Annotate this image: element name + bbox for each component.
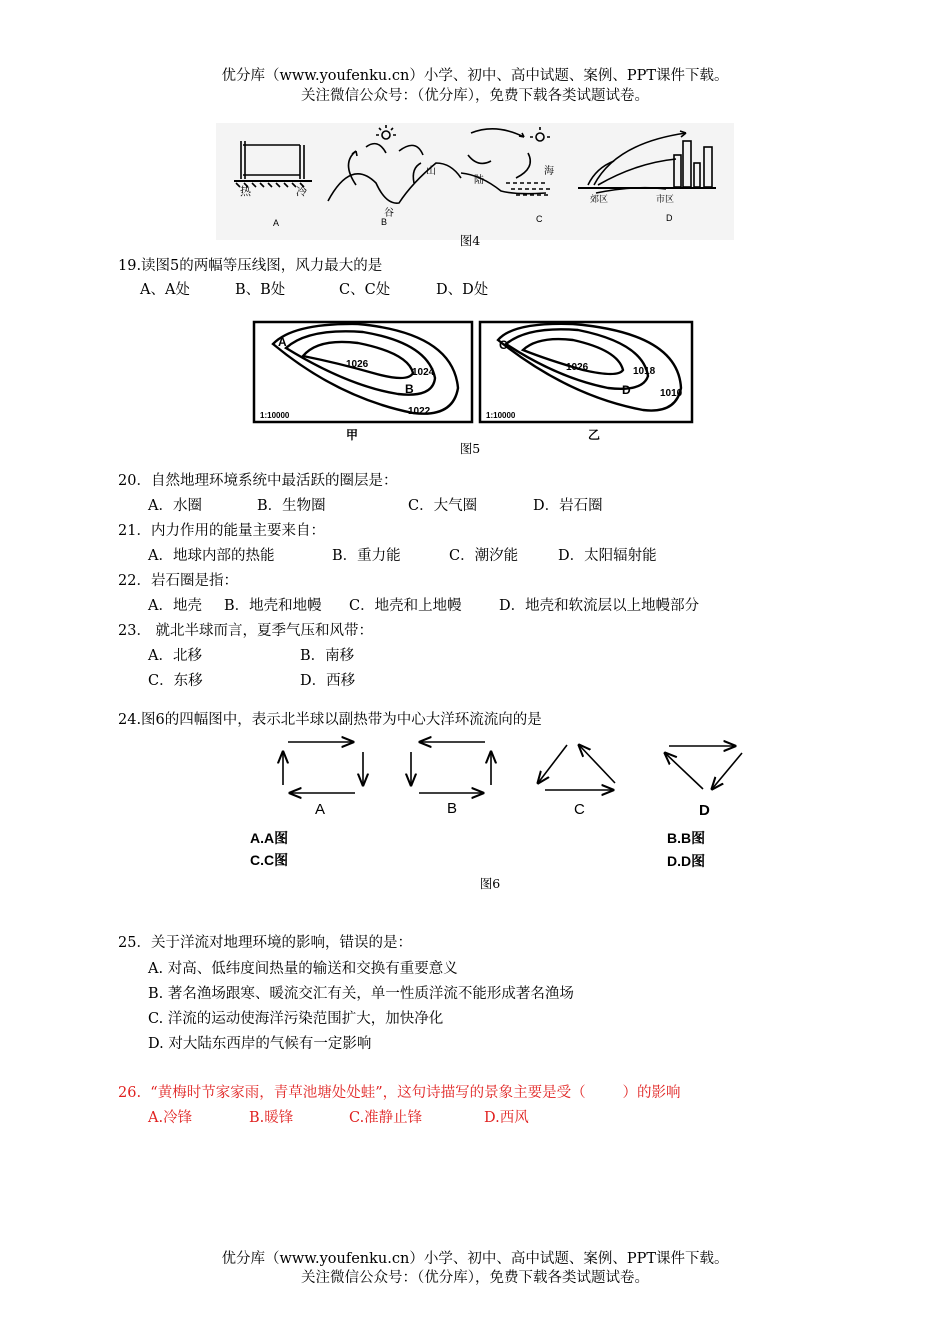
figure-6-label-c: C <box>574 801 585 818</box>
figure-6-option-c: C.C图 <box>250 852 289 868</box>
figure-4-label-mountain: 山 <box>426 166 436 177</box>
figure-4-label-cold: 冷 <box>296 186 307 198</box>
q19-stem: 19.读图5的两幅等压线图，风力最大的是 <box>118 258 383 274</box>
q25-option-a: A. 对高、低纬度间热量的输送和交换有重要意义 <box>148 961 458 977</box>
figure-6-option-d: D.D图 <box>667 853 706 869</box>
q20-option-a: A．水圈 <box>148 498 202 514</box>
figure-5-point-d: D <box>622 383 631 397</box>
figure-6-label-b: B <box>447 800 458 817</box>
q22-option-a: A．地壳 <box>148 598 202 614</box>
figure-4-label-d: D <box>666 213 673 223</box>
figure-6-option-a: A.A图 <box>250 830 289 846</box>
figure-6 <box>245 733 765 873</box>
figure-4-label-a: A <box>273 218 280 228</box>
figure-6-panel-d <box>665 746 742 789</box>
figure-6-label-d: D <box>699 802 710 819</box>
q20-option-c: C．大气圈 <box>408 498 478 514</box>
figure-4-label-valley: 谷 <box>384 208 394 219</box>
q19-option-d: D、D处 <box>436 282 489 298</box>
q23-option-d: D．西移 <box>300 673 356 689</box>
figure-5-point-b: B <box>405 382 414 396</box>
figure-5-title-right: 乙 <box>588 428 601 442</box>
q21-option-c: C．潮汐能 <box>449 548 519 564</box>
q24-stem: 24.图6的四幅图中，表示北半球以副热带为中心大洋环流流向的是 <box>118 712 542 728</box>
q19-option-a: A、A处 <box>140 282 190 298</box>
q26-option-b: B.暖锋 <box>249 1110 294 1126</box>
footer-line-2: 关注微信公众号：（优分库），免费下载各类试题试卷。 <box>301 1270 649 1286</box>
q23-option-b: B．南移 <box>300 648 355 664</box>
figure-4-label-sea: 海 <box>544 166 554 177</box>
q21-option-a: A．地球内部的热能 <box>148 548 275 564</box>
q21-option-b: B．重力能 <box>332 548 401 564</box>
q26-option-c: C.准静止锋 <box>349 1110 423 1126</box>
q25-option-d: D. 对大陆东西岸的气候有一定影响 <box>148 1036 372 1052</box>
figure-6-caption: 图6 <box>479 876 501 891</box>
figure-5-point-c: C <box>499 338 508 352</box>
q23-option-a: A．北移 <box>148 648 202 664</box>
q25-stem: 25．关于洋流对地理环境的影响，错误的是： <box>118 935 412 951</box>
figure-6-panel-a <box>283 742 363 793</box>
figure-5-isobar-1010: 1010 <box>660 388 683 399</box>
figure-4-label-suburb: 郊区 <box>590 194 609 204</box>
q26-option-d: D.西风 <box>484 1110 529 1126</box>
figure-4-label-land: 陆 <box>474 175 484 186</box>
footer-line-1: 优分库（www.youfenku.cn）小学、初中、高中试题、案例、PPT课件下载。 <box>221 1251 729 1267</box>
figure-6-panel-b <box>411 742 491 793</box>
figure-5-isobar-1024: 1024 <box>412 367 435 378</box>
q22-option-b: B．地壳和地幔 <box>224 598 322 614</box>
figure-5-map-left <box>254 322 472 422</box>
figure-4-caption: 图4 <box>459 233 481 248</box>
q22-stem: 22．岩石圈是指： <box>118 573 238 589</box>
figure-5-title-left: 甲 <box>346 428 359 442</box>
q19-option-c: C、C处 <box>339 282 391 298</box>
header-line-2: 关注微信公众号：（优分库），免费下载各类试题试卷。 <box>301 88 649 104</box>
figure-4-label-urban: 市区 <box>656 194 675 204</box>
q25-option-b: B. 著名渔场跟寒、暖流交汇有关，单一性质洋流不能形成著名渔场 <box>148 986 574 1002</box>
q23-stem: 23． 就北半球而言，夏季气压和风带： <box>118 623 374 639</box>
figure-5 <box>248 318 698 443</box>
q22-option-d: D．地壳和软流层以上地幔部分 <box>499 598 700 614</box>
q23-option-c: C．东移 <box>148 673 203 689</box>
q20-option-b: B．生物圈 <box>257 498 326 514</box>
q22-option-c: C．地壳和上地幔 <box>349 598 462 614</box>
figure-5-isobar-1026-left: 1026 <box>346 359 369 370</box>
figure-5-isobar-1026-right: 1026 <box>566 362 589 373</box>
figure-6-label-a: A <box>315 801 326 818</box>
figure-4-label-c: C <box>536 214 543 224</box>
q26-option-a: A.冷锋 <box>148 1110 193 1126</box>
header-line-1: 优分库（www.youfenku.cn）小学、初中、高中试题、案例、PPT课件下载。 <box>221 68 729 84</box>
figure-5-scale-right: 1:10000 <box>486 411 516 420</box>
q26-stem: 26. “黄梅时节家家雨，青草池塘处处蛙”，这句诗描写的景象主要是受（ ）的影响 <box>118 1085 681 1101</box>
figure-4-label-b: B <box>381 217 388 227</box>
q25-option-c: C. 洋流的运动使海洋污染范围扩大，加快净化 <box>148 1011 444 1027</box>
figure-4-label-hot: 热 <box>240 186 251 198</box>
q20-stem: 20．自然地理环境系统中最活跃的圈层是： <box>118 473 398 489</box>
figure-5-isobar-1018: 1018 <box>633 366 656 377</box>
figure-4 <box>216 123 734 240</box>
q19-option-b: B、B处 <box>235 282 286 298</box>
figure-5-point-a: A <box>278 335 287 349</box>
figure-6-panel-c <box>538 745 615 790</box>
figure-5-caption: 图5 <box>459 441 481 456</box>
q20-option-d: D．岩石圈 <box>533 498 603 514</box>
figure-6-option-b: B.B图 <box>667 830 706 846</box>
q21-stem: 21．内力作用的能量主要来自： <box>118 523 325 539</box>
figure-5-isobar-1022: 1022 <box>408 406 431 417</box>
q21-option-d: D．太阳辐射能 <box>558 548 657 564</box>
figure-5-scale-left: 1:10000 <box>260 411 290 420</box>
